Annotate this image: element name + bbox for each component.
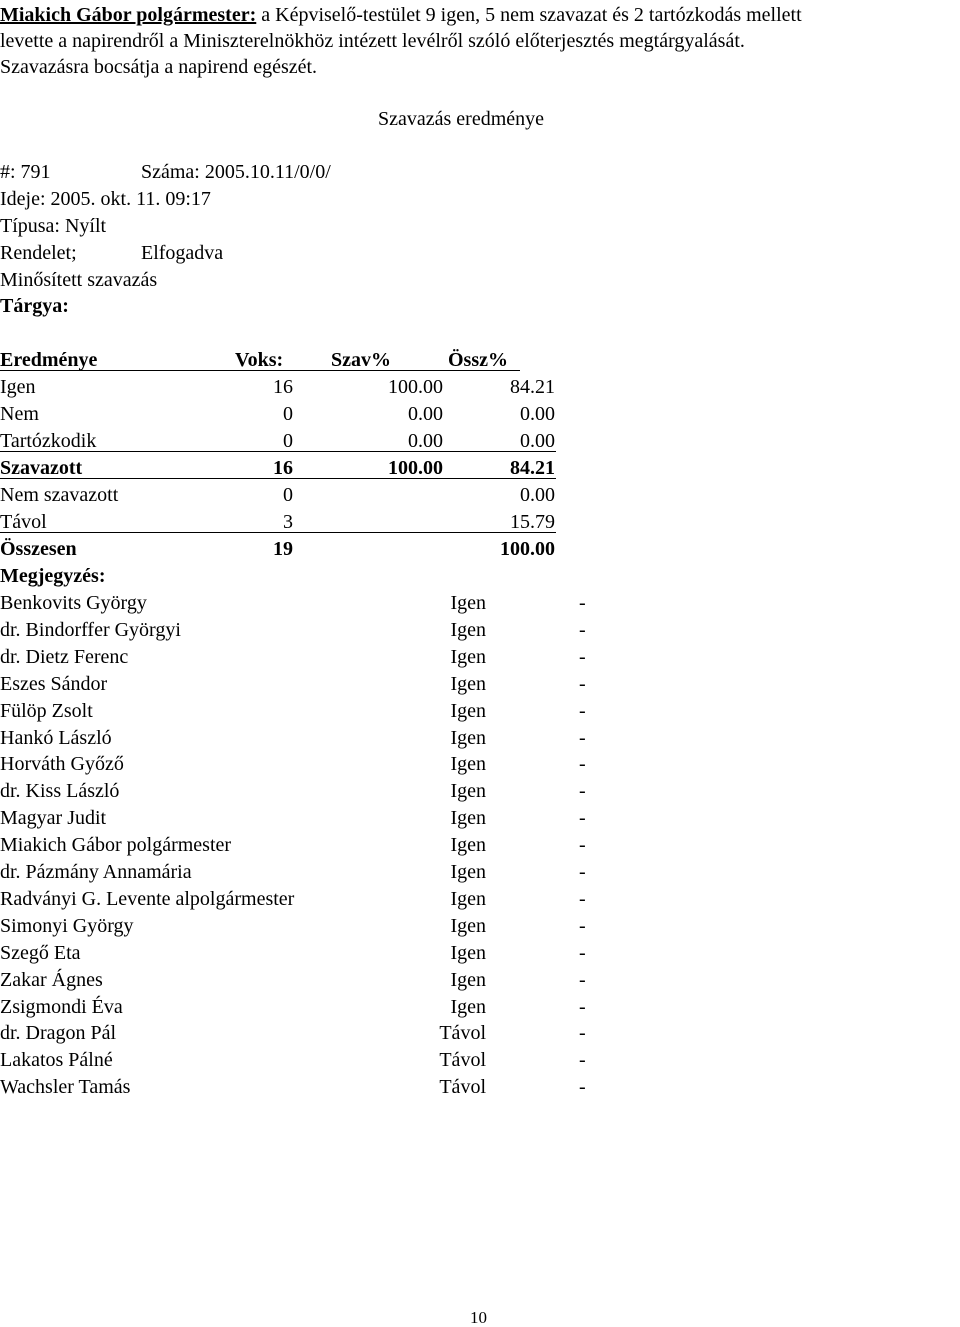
member-name: dr. Pázmány Annamária <box>0 861 192 883</box>
vote-number: Száma: 2005.10.11/0/0/ <box>141 161 331 183</box>
results-row-voks: 16 <box>273 457 293 479</box>
member-vote: Igen <box>450 942 486 964</box>
member-mark: - <box>579 1049 586 1071</box>
intro-line-1 <box>0 5 802 25</box>
member-mark: - <box>579 780 586 802</box>
results-subtotal-rule <box>0 451 556 452</box>
member-vote: Igen <box>450 753 486 775</box>
results-row-voks: 3 <box>283 511 293 533</box>
member-vote: Igen <box>450 834 486 856</box>
results-row-ossz: 0.00 <box>520 430 555 452</box>
member-vote: Igen <box>450 700 486 722</box>
results-row-ossz: 15.79 <box>510 511 555 533</box>
member-vote: Igen <box>450 969 486 991</box>
member-mark: - <box>579 673 586 695</box>
member-vote: Távol <box>439 1049 486 1071</box>
member-mark: - <box>579 861 586 883</box>
member-mark: - <box>579 619 586 641</box>
member-name: Miakich Gábor polgármester <box>0 834 232 856</box>
member-vote: Igen <box>450 727 486 749</box>
member-name: Simonyi György <box>0 915 134 937</box>
intro-line-1-text: a Képviselő-testület 9 igen, 5 nem szavazat és 2 tartózkodás mellett <box>256 4 802 26</box>
results-row-voks: 0 <box>283 403 293 425</box>
vote-subject-label: Tárgya: <box>0 295 69 317</box>
member-name: Wachsler Tamás <box>0 1076 131 1098</box>
member-vote: Igen <box>450 807 486 829</box>
member-name: dr. Bindorffer Györgyi <box>0 619 181 641</box>
member-name: Zakar Ágnes <box>0 969 103 991</box>
vote-id: #: 791 <box>0 161 51 183</box>
intro-line-2: levette a napirendről a Miniszterelnökhöz intézett levélről szóló előterjesztés megtárgyalását. <box>0 30 745 52</box>
member-name: Benkovits György <box>0 592 147 614</box>
member-vote: Igen <box>450 646 486 668</box>
results-row-ossz: 84.21 <box>510 376 555 398</box>
results-row-ossz: 0.00 <box>520 403 555 425</box>
speaker-name: Miakich Gábor polgármester: <box>0 4 257 26</box>
member-name: dr. Kiss László <box>0 780 120 802</box>
member-vote: Igen <box>450 996 486 1018</box>
results-row-szav: 100.00 <box>388 376 443 398</box>
member-vote: Távol <box>439 1076 486 1098</box>
member-name: Lakatos Pálné <box>0 1049 113 1071</box>
vote-status: Elfogadva <box>141 242 224 264</box>
member-name: Magyar Judit <box>0 807 107 829</box>
member-vote: Igen <box>450 780 486 802</box>
page-number: 10 <box>470 1308 487 1327</box>
member-name: Hankó László <box>0 727 112 749</box>
member-vote: Igen <box>450 915 486 937</box>
results-row-voks: 0 <box>283 430 293 452</box>
vote-kind: Rendelet; <box>0 242 77 264</box>
member-name: Zsigmondi Éva <box>0 996 123 1018</box>
results-row-label: Távol <box>0 511 47 533</box>
results-row-szav: 0.00 <box>408 403 443 425</box>
member-vote: Igen <box>450 619 486 641</box>
results-header-szav: Szav% <box>331 349 391 371</box>
results-row-voks: 16 <box>273 376 293 398</box>
results-header-ossz: Össz% <box>448 349 508 371</box>
member-vote: Igen <box>450 673 486 695</box>
member-mark: - <box>579 700 586 722</box>
member-vote: Igen <box>450 592 486 614</box>
vote-qualified: Minősített szavazás <box>0 269 158 291</box>
results-absent-rule <box>0 532 556 533</box>
results-voted-rule <box>0 478 556 479</box>
intro-line-3: Szavazásra bocsátja a napirend egészét. <box>0 56 318 78</box>
results-header-label: Eredménye <box>0 349 98 371</box>
member-vote: Igen <box>450 861 486 883</box>
results-row-label: Igen <box>0 376 36 398</box>
member-name: Horváth Győző <box>0 753 124 775</box>
vote-time: Ideje: 2005. okt. 11. 09:17 <box>0 188 211 210</box>
results-row-voks: 19 <box>273 538 293 560</box>
results-row-voks: 0 <box>283 484 293 506</box>
member-name: Fülöp Zsolt <box>0 700 93 722</box>
results-row-szav: 100.00 <box>388 457 443 479</box>
member-name: dr. Dietz Ferenc <box>0 646 129 668</box>
member-vote: Igen <box>450 888 486 910</box>
member-mark: - <box>579 915 586 937</box>
member-mark: - <box>579 996 586 1018</box>
member-name: Szegő Eta <box>0 942 81 964</box>
note-label: Megjegyzés: <box>0 565 106 587</box>
results-row-label: Összesen <box>0 538 77 560</box>
member-mark: - <box>579 888 586 910</box>
results-row-ossz: 0.00 <box>520 484 555 506</box>
results-row-label: Nem szavazott <box>0 484 119 506</box>
results-row-label: Nem <box>0 403 39 425</box>
member-name: Radványi G. Levente alpolgármester <box>0 888 295 910</box>
member-name: Eszes Sándor <box>0 673 108 695</box>
results-header-rule <box>0 370 520 371</box>
member-name: dr. Dragon Pál <box>0 1022 117 1044</box>
results-row-ossz: 84.21 <box>510 457 555 479</box>
member-mark: - <box>579 592 586 614</box>
results-row-label: Szavazott <box>0 457 83 479</box>
member-mark: - <box>579 1022 586 1044</box>
member-mark: - <box>579 942 586 964</box>
results-header-voks: Voks: <box>235 349 284 371</box>
member-mark: - <box>579 1076 586 1098</box>
member-mark: - <box>579 646 586 668</box>
vote-result-title: Szavazás eredménye <box>378 108 545 130</box>
member-mark: - <box>579 727 586 749</box>
member-mark: - <box>579 753 586 775</box>
results-row-szav: 0.00 <box>408 430 443 452</box>
member-mark: - <box>579 969 586 991</box>
member-mark: - <box>579 807 586 829</box>
results-row-label: Tartózkodik <box>0 430 97 452</box>
results-row-ossz: 100.00 <box>500 538 555 560</box>
member-mark: - <box>579 834 586 856</box>
vote-type: Típusa: Nyílt <box>0 215 107 237</box>
member-vote: Távol <box>439 1022 486 1044</box>
